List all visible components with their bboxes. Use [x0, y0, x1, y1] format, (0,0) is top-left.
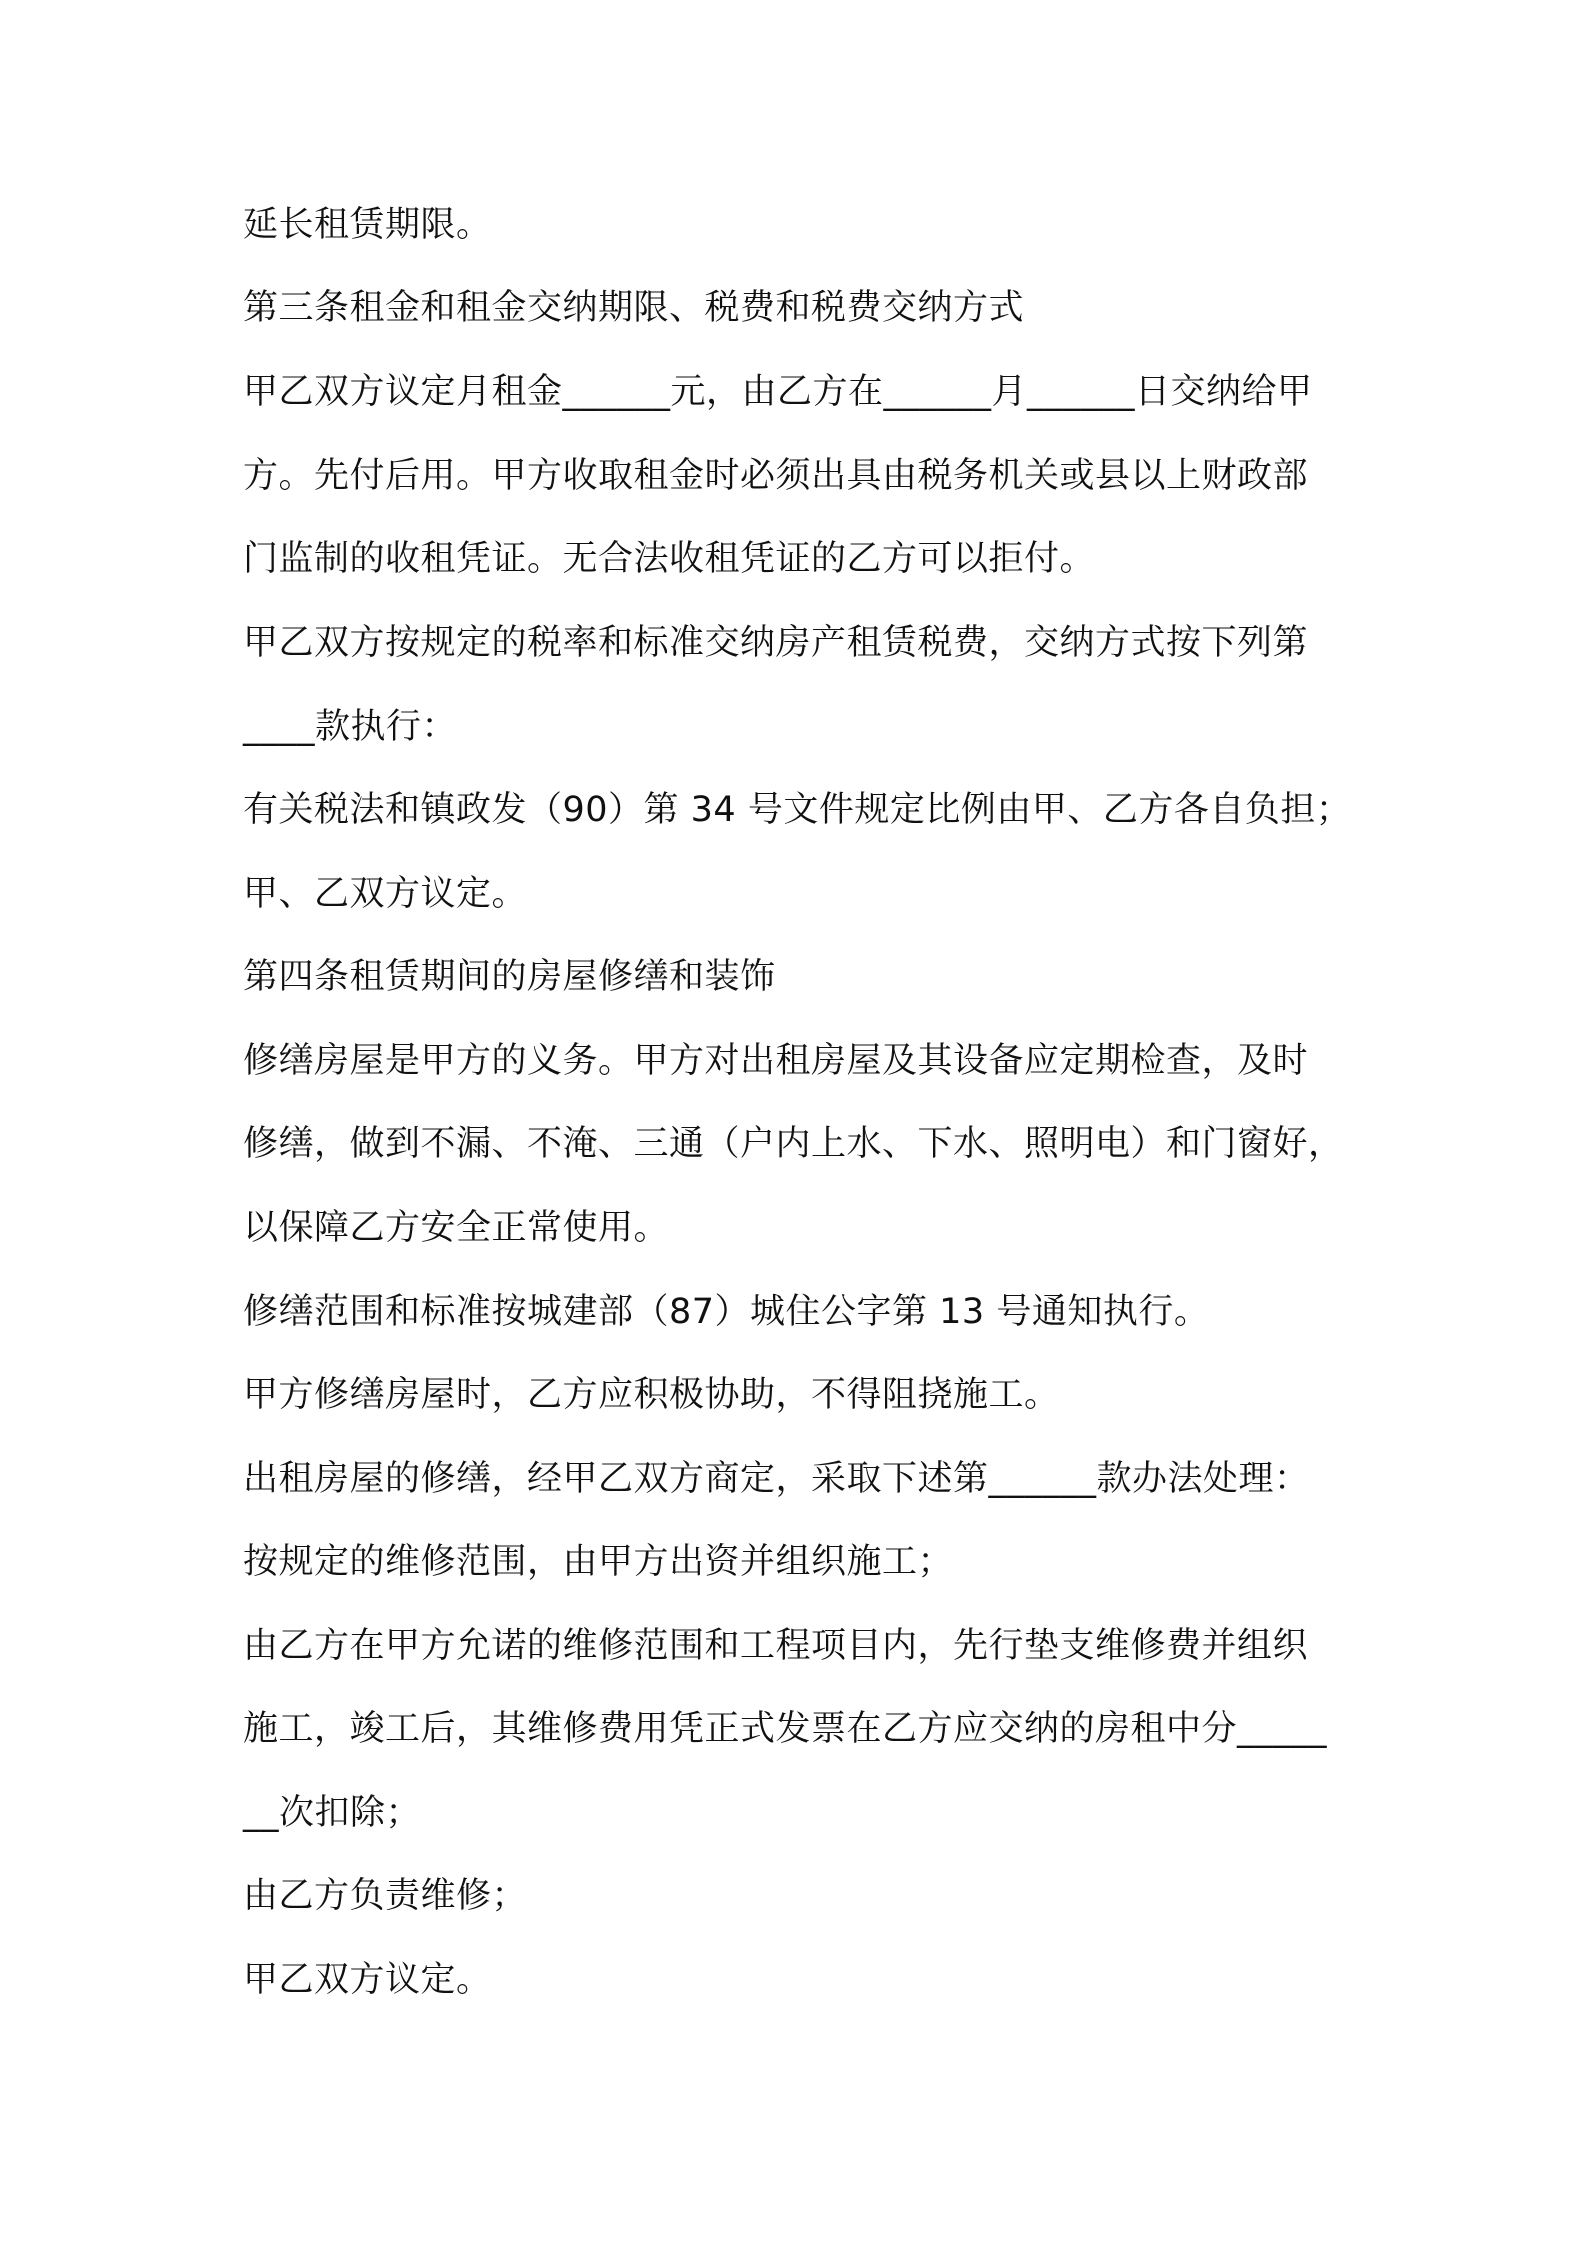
text-line-9: 甲、乙双方议定。	[243, 874, 528, 914]
text-line-16: 出租房屋的修缮，经甲乙双方商定，采取下述第______款办法处理：	[243, 1459, 1310, 1499]
text-line-11: 修缮房屋是甲方的义务。甲方对出租房屋及其设备应定期检查，及时	[243, 1041, 1309, 1081]
text-line-17: 按规定的维修范围，由甲方出资并组织施工；	[243, 1542, 954, 1582]
text-line-12: 修缮，做到不漏、不淹、三通（户内上水、下水、照明电）和门窗好，	[243, 1124, 1344, 1164]
text-line-1: 延长租赁期限。	[243, 205, 492, 245]
text-line-4: 方。先付后用。甲方收取租金时必须出具由税务机关或县以上财政部	[243, 456, 1309, 496]
text-line-8: 有关税法和镇政发（90）第 34 号文件规定比例由甲、乙方各自负担；	[243, 790, 1352, 830]
text-line-13: 以保障乙方安全正常使用。	[243, 1208, 670, 1248]
text-line-18: 由乙方在甲方允诺的维修范围和工程项目内，先行垫支维修费并组织	[243, 1626, 1309, 1666]
text-line-14: 修缮范围和标准按城建部（87）城住公字第 13 号通知执行。	[243, 1292, 1210, 1332]
text-line-6: 甲乙双方按规定的税率和标准交纳房产租赁税费，交纳方式按下列第	[243, 623, 1309, 663]
text-line-15: 甲方修缮房屋时，乙方应积极协助，不得阻挠施工。	[243, 1375, 1060, 1415]
text-line-20: __次扣除；	[243, 1793, 422, 1833]
text-line-5: 门监制的收租凭证。无合法收租凭证的乙方可以拒付。	[243, 539, 1096, 579]
text-line-7: ____款执行：	[243, 707, 458, 747]
text-line-19: 施工，竣工后，其维修费用凭正式发票在乙方应交纳的房租中分_____	[243, 1709, 1328, 1749]
text-line-3: 甲乙双方议定月租金______元，由乙方在______月______日交纳给甲	[243, 372, 1313, 412]
text-line-22: 甲乙双方议定。	[243, 1960, 492, 2000]
section-heading-4: 第四条租赁期间的房屋修缮和装饰	[243, 957, 776, 997]
section-heading-3: 第三条租金和租金交纳期限、税费和税费交纳方式	[243, 288, 1025, 328]
text-line-21: 由乙方负责维修；	[243, 1876, 528, 1916]
